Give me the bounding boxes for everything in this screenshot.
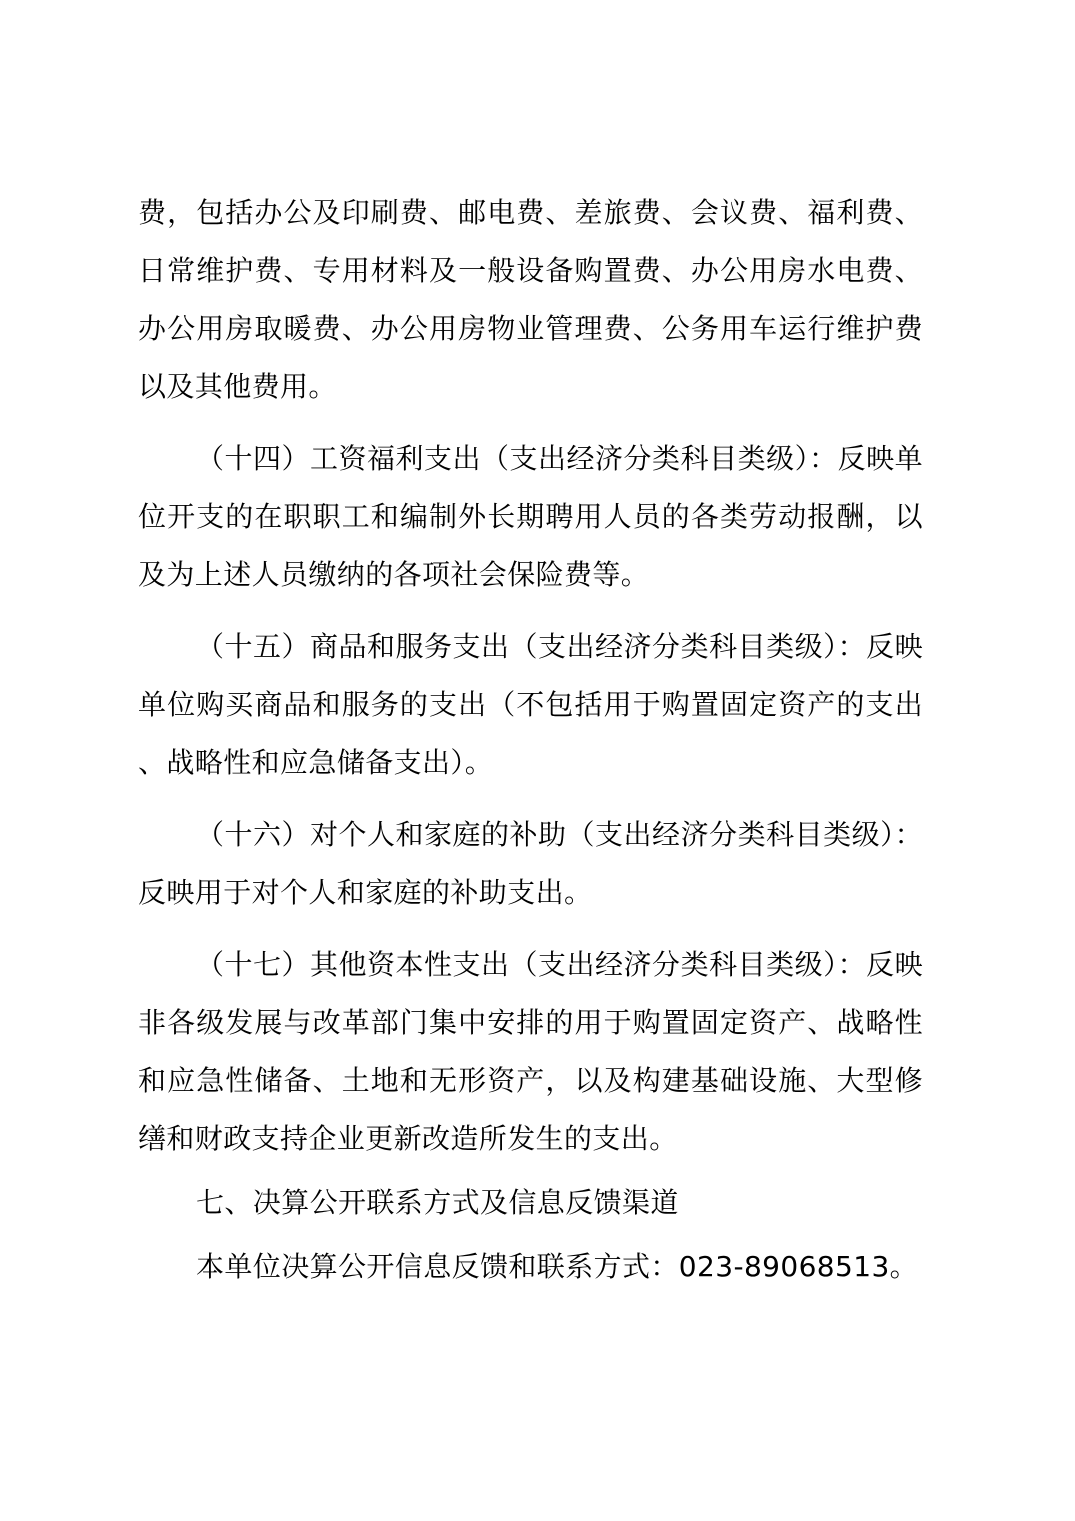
- paragraph-contact-info: 本单位决算公开信息反馈和联系方式：023-89068513。: [196, 1250, 919, 1283]
- section-heading-contact: 七、决算公开联系方式及信息反馈渠道: [196, 1186, 679, 1219]
- paragraph-wage-welfare: （十四）工资福利支出（支出经济分类科目类级）：反映单位开支的在职职工和编制外长期聘用人员的各类劳动报酬，以及为上述人员缴纳的各项社会保险费等。: [138, 442, 923, 591]
- paragraph-other-capital: （十七）其他资本性支出（支出经济分类科目类级）：反映非各级发展与改革部门集中安排的用于购置固定资产、战略性和应急性储备、土地和无形资产，以及构建基础设施、大型修缮和财政支持企业更新改造所发生的支出。: [138, 948, 923, 1155]
- paragraph-continuation-expenses: 费，包括办公及印刷费、邮电费、差旅费、会议费、福利费、日常维护费、专用材料及一般设备购置费、办公用房水电费、办公用房取暖费、办公用房物业管理费、公务用车运行维护费以及其他费用。: [138, 196, 923, 403]
- paragraph-household-subsidy: （十六）对个人和家庭的补助（支出经济分类科目类级）：反映用于对个人和家庭的补助支出。: [138, 818, 923, 909]
- document-page: [138, 184, 923, 1296]
- paragraph-goods-services: （十五）商品和服务支出（支出经济分类科目类级）：反映单位购买商品和服务的支出（不包括用于购置固定资产的支出、战略性和应急储备支出）。: [138, 630, 923, 779]
